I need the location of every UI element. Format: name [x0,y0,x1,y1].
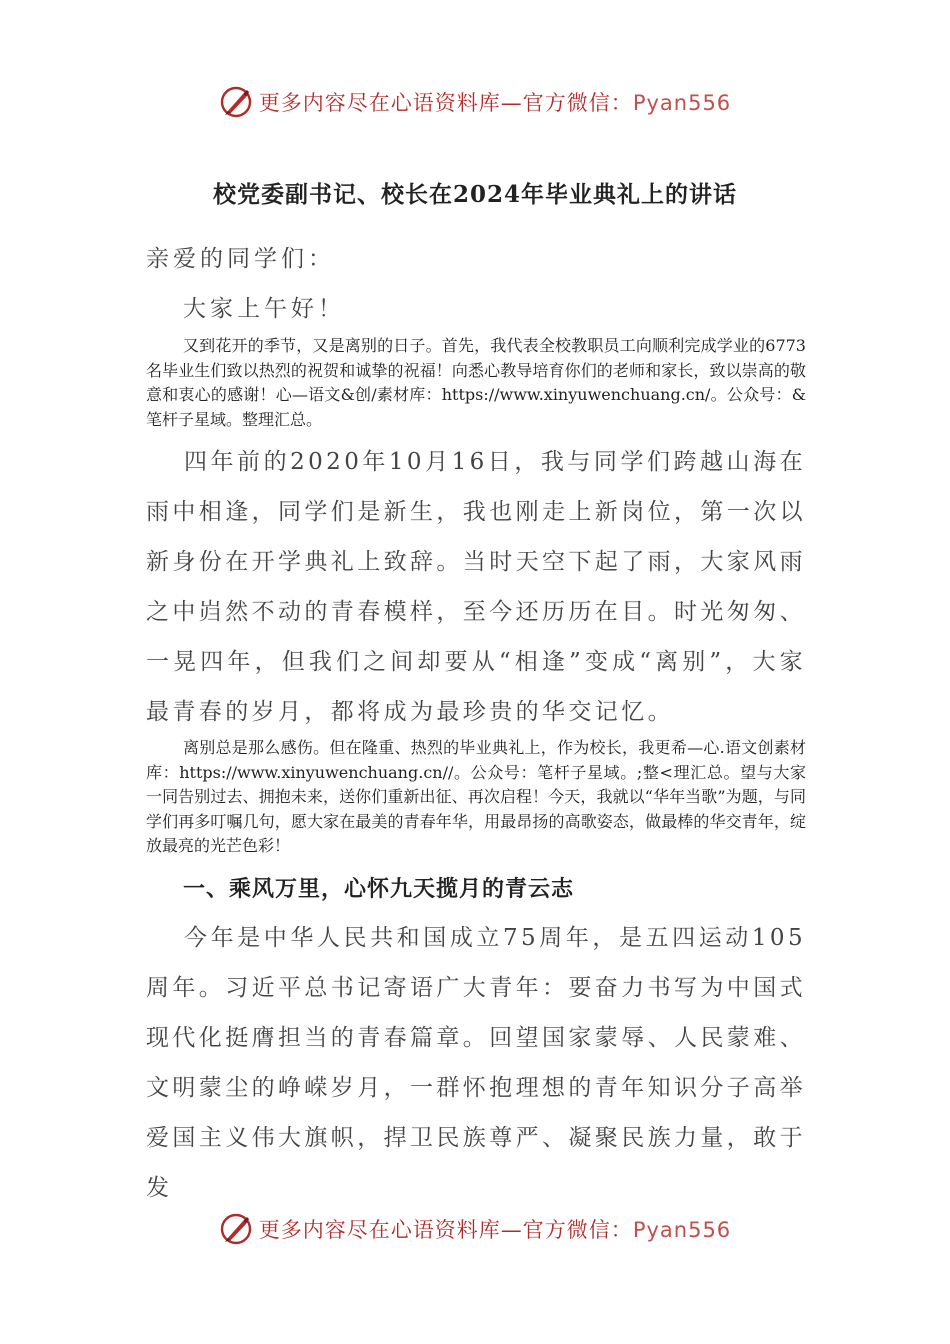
document-title: 校党委副书记、校长在2024年毕业典礼上的讲话 [212,181,737,208]
pen-logo-icon [219,1212,253,1246]
banner-text [259,1214,731,1244]
salutation: 亲爱的同学们： [146,246,335,272]
paragraph-1: 又到花开的季节，又是离别的日子。首先，我代表全校教职员工向顺利完成学业的6773名毕业生们致以热烈的祝贺和诚挚的祝福！向悉心教导培育你们的老师和家长，致以崇高的敬意和衷心的感谢！心—语文&创/素材库：https://www.xinyuwenchuang.cn/。公众号：&笔杆子星域。整理汇总。 [146,336,806,429]
banner-main-text: 更多内容尽在心语资料库—官方微信： [258,1218,633,1242]
paragraph-4: 今年是中华人民共和国成立75周年，是五四运动105周年。习近平总书记寄语广大青年：要奋力书写为中国式现代化挺膺担当的青春篇章。回望国家蒙辱、人民蒙难、文明蒙尘的峥嵘岁月，一群怀抱理想的青年知识分子高举爱国主义伟大旗帜，捍卫民族尊严、凝聚民族力量，敢于发 [146,925,806,1201]
section-heading-1: 一、乘风万里，心怀九天揽月的青云志 [183,876,575,902]
paragraph-3: 离别总是那么感伤。但在隆重、热烈的毕业典礼上，作为校长，我更希—心.语文创素材库：https://www.xinyuwenchuang.cn//。公众号：笔杆子星域。;整<理汇总。望与大家一同告别过去、拥抱未来，送你们重新出征、再次启程！今天，我就以“华年当歌”为题，与同学们再多叮嘱几句，愿大家在最美的青春年华，用最昂扬的高歌姿态，做最棒的华交青年，绽放最亮的光芒色彩！ [146,738,806,855]
banner-main-text: 更多内容尽在心语资料库—官方微信： [258,91,633,115]
banner-text [259,87,731,117]
banner-wechat-id: Pyan556 [632,91,732,115]
pen-logo-icon [219,85,253,119]
paragraph-2: 四年前的2020年10月16日，我与同学们跨越山海在雨中相逢，同学们是新生，我也刚走上新岗位，第一次以新身份在开学典礼上致辞。当时天空下起了雨，大家风雨之中岿然不动的青春模样，至今还历历在目。时光匆匆、一晃四年，但我们之间却要从“相逢”变成“离别”，大家最青春的岁月，都将成为最珍贵的华交记忆。 [146,449,806,725]
banner-wechat-id: Pyan556 [632,1218,732,1242]
greeting: 大家上午好！ [183,296,345,322]
header-banner [0,82,950,122]
footer-banner [0,1209,950,1249]
